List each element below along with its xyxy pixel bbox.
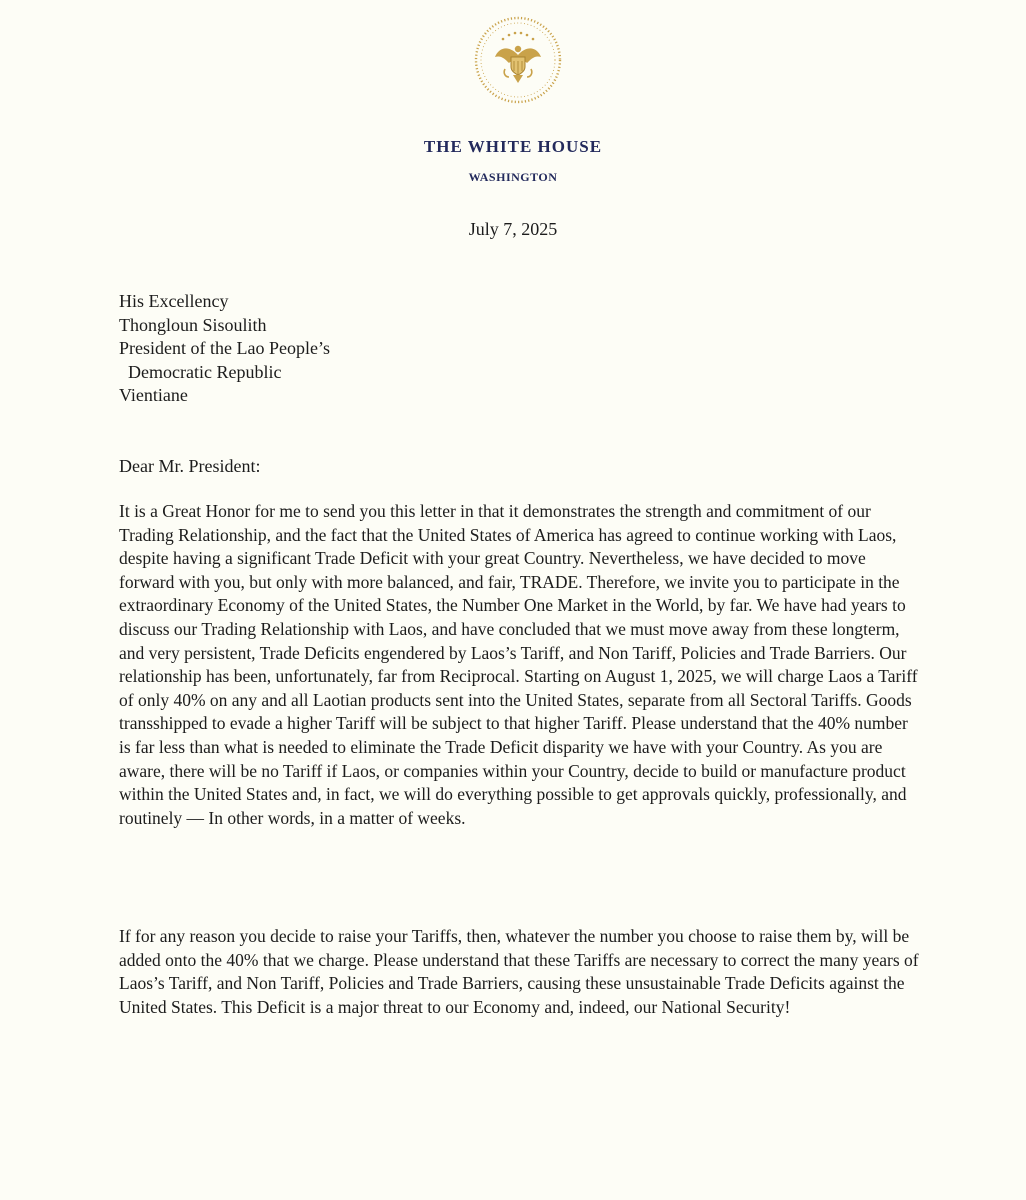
letterhead-subtitle: WASHINGTON: [468, 170, 558, 184]
body-paragraph: It is a Great Honor for me to send you this letter in that it demonstrates the strength and commitment of our Trading Relationship, and the fact that the United States of America has agreed to continue working with Laos, despite having a significant Trade Deficit with your great Country. Nevertheless, we have decided to move forward with you, but only with more balanced, and fair, TRADE. Therefore, we invite you to participate in the extraordinary Economy of the United States, the Number One Market in the World, by far. We have had years to discuss our Trading Relationship with Laos, and have concluded that we must move away from these longterm, and very persistent, Trade Deficits engendered by Laos’s Tariff, and Non Tariff, Policies and Trade Barriers. Our relationship has been, unfortunately, far from Reciprocal. Starting on August 1, 2025, we will charge Laos a Tariff of only 40% on any and all Laotian products sent into the United States, separate from all Sectoral Tariffs. Goods transshipped to evade a higher Tariff will be subject to that higher Tariff. Please understand that the 40% number is far less than what is needed to eliminate the Trade Deficit disparity we have with your Country. As you are aware, there will be no Tariff if Laos, or companies within your Country, decide to build or manufacture product within the United States and, in fact, we will do everything possible to get approvals quickly, professionally, and routinely — In other words, in a matter of weeks.: [119, 501, 918, 828]
recipient-line: Vientiane: [119, 385, 188, 405]
recipient-line: President of the Lao People’s: [119, 338, 330, 358]
salutation: Dear Mr. President:: [119, 456, 261, 476]
recipient-line: His Excellency: [119, 291, 229, 311]
recipient-line: Thongloun Sisoulith: [119, 314, 267, 335]
letter-date: July 7, 2025: [468, 219, 558, 239]
letterhead-title: THE WHITE HOUSE: [423, 137, 603, 156]
body-paragraph: If for any reason you decide to raise your Tariffs, then, whatever the number you choose to raise them by, will be added onto the 40% that we charge. Please understand that these Tariffs are necessary to correct the many years of Laos’s Tariff, and Non Tariff, Policies and Trade Barriers, causing these unsustainable Trade Deficits against the United States. This Deficit is a major threat to our Economy and, indeed, our National Security!: [119, 926, 919, 1017]
recipient-line: Democratic Republic: [119, 361, 282, 382]
recipient-address: [119, 290, 330, 408]
presidential-seal-icon: [473, 15, 563, 105]
